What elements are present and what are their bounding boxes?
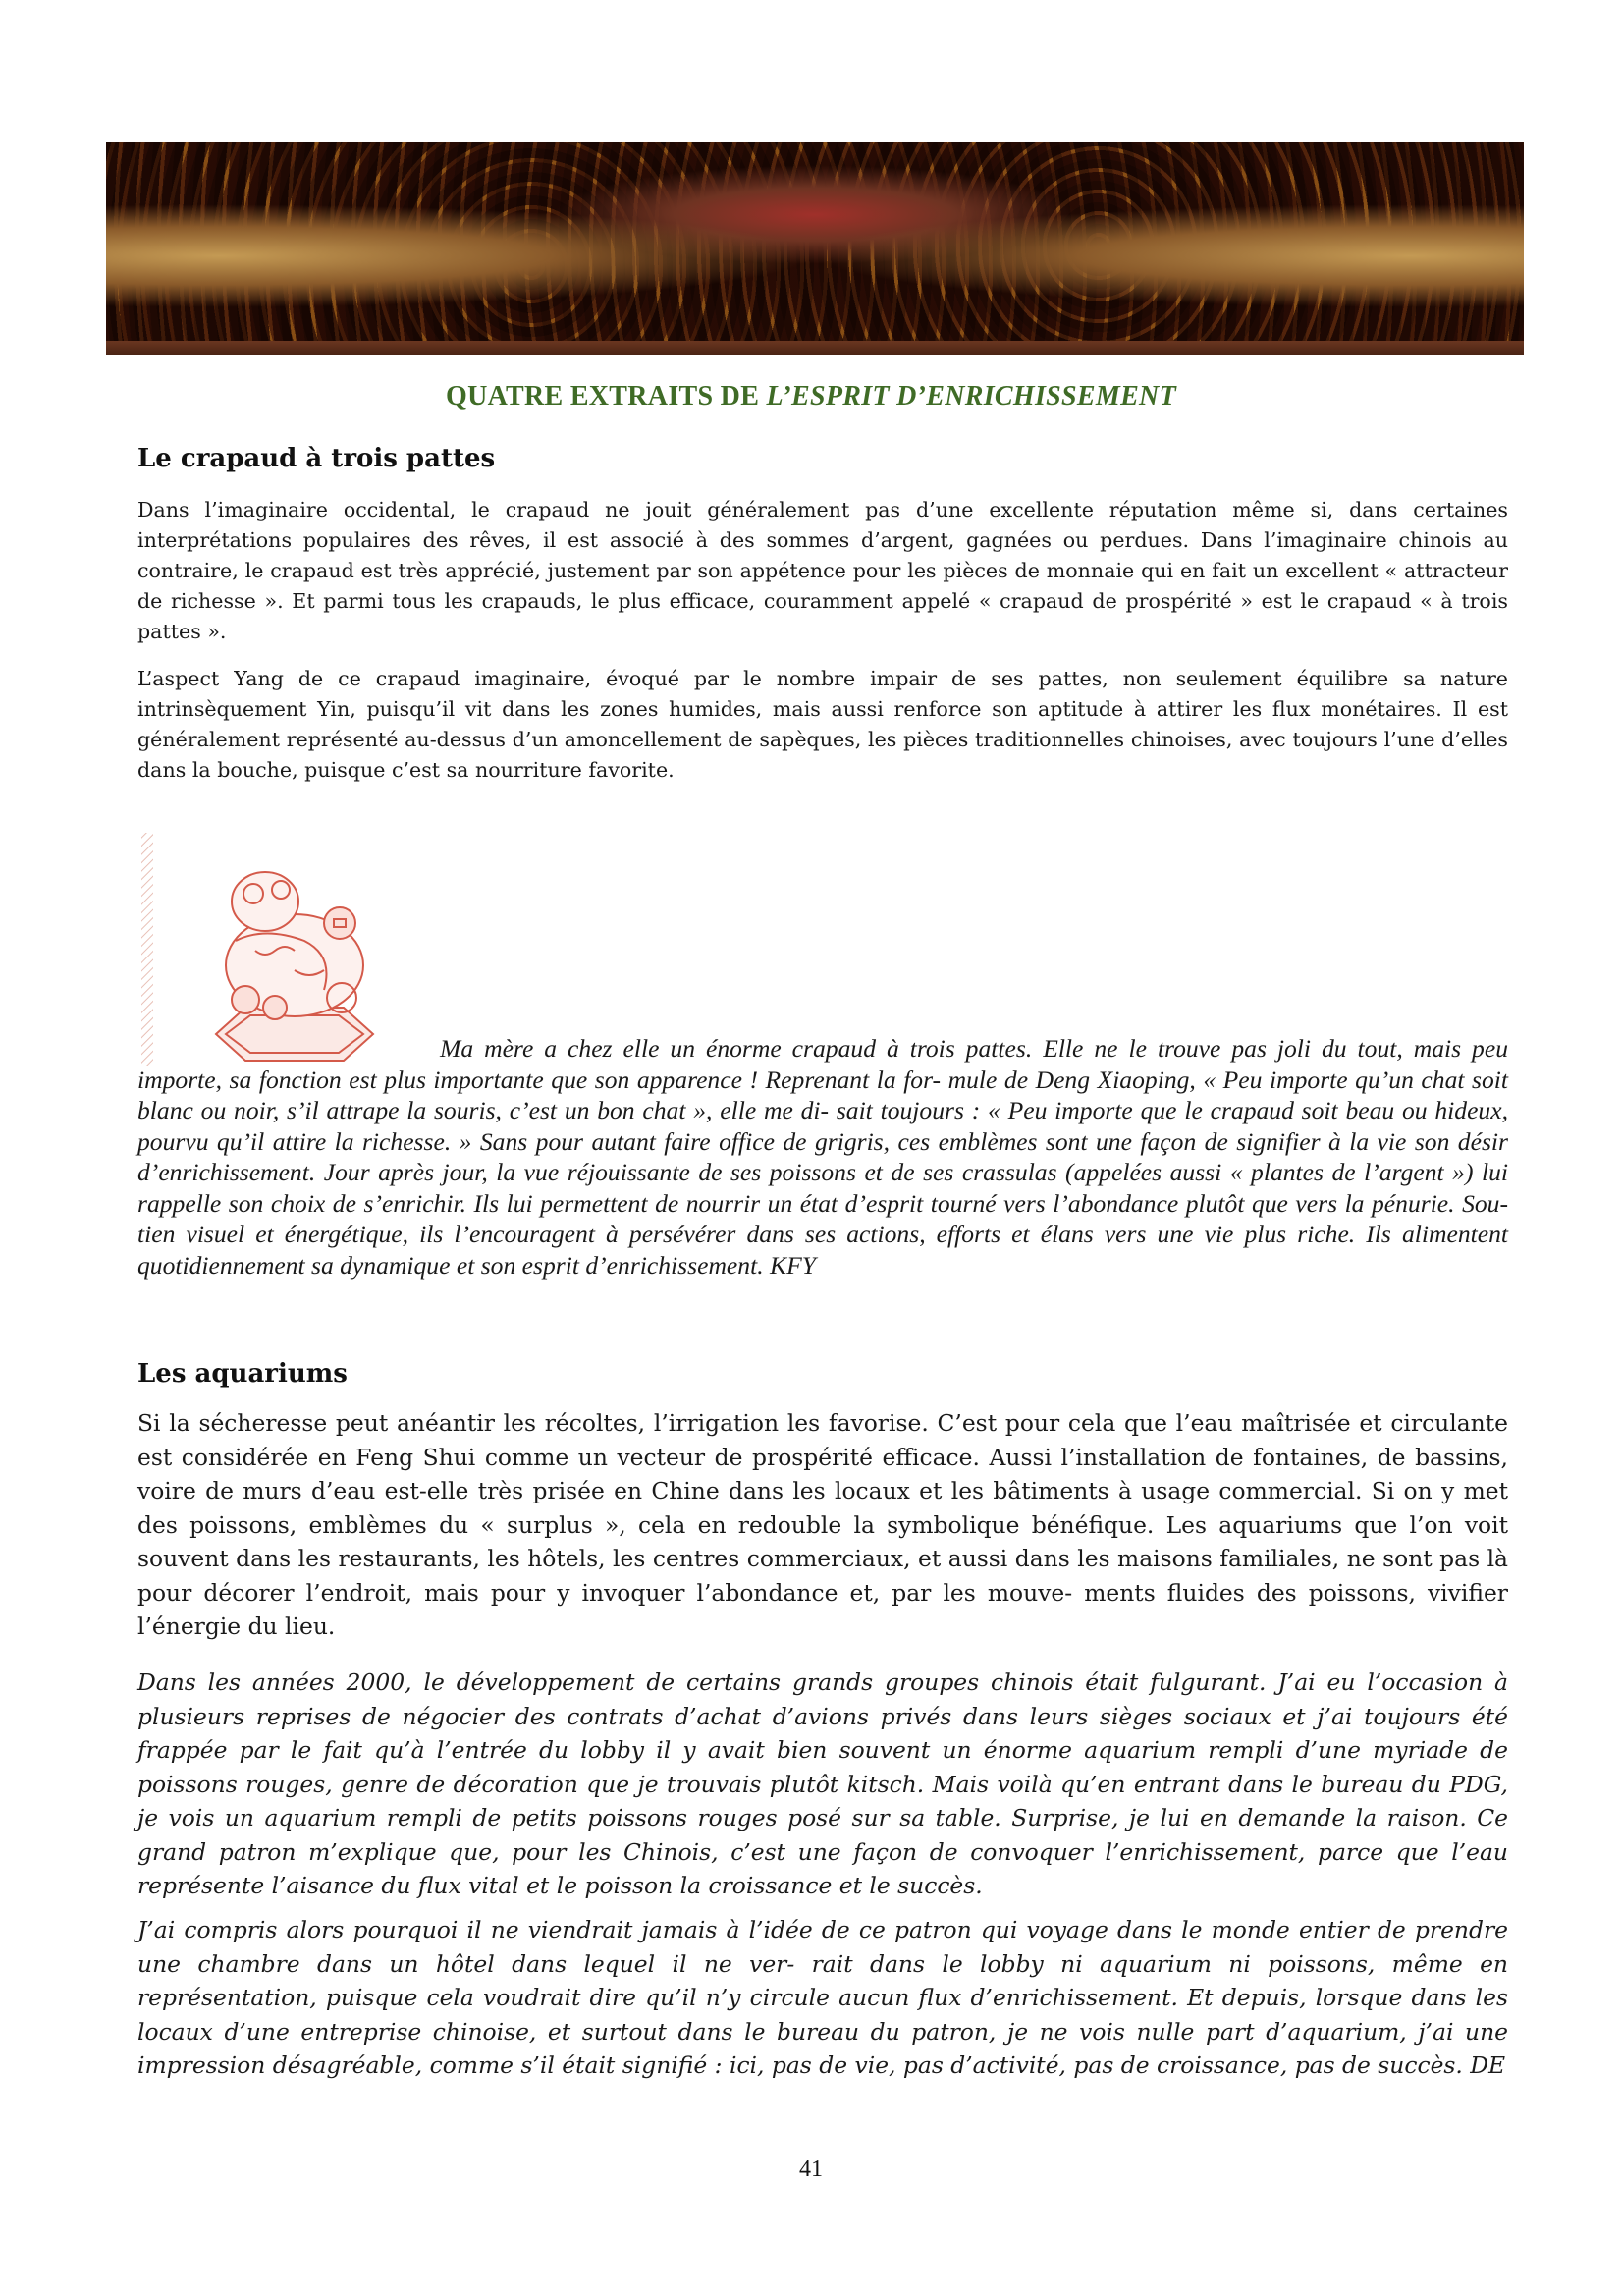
page-number: 41: [799, 2157, 823, 2182]
quote-kfy: Ma mère a chez elle un énorme crapaud à trois pattes. Elle ne le trouve pas joli du tout, mais peu importe, sa fonction est plus importante que son apparence ! Reprenant la for- mule de Deng Xiaoping, « Peu importe qu’un chat soit blanc ou noir, s’il attrape la souris, c’est un bon chat », elle me di- sait toujours : « Peu importe que le crapaud soit beau ou hideux, pourvu qu’il attire la richesse. » Sans pour autant faire office de grigris, ces emblèmes sont une façon de signifier à la vie son désir d’enrichissement. Jour après jour, la vue réjouissante de ses poissons et de ses crassulas (appelées aussi « plantes de l’argent ») lui rappelle son choix de s’enrichir. Ils lui permettent de nourrir un état d’esprit tourné vers l’abondance plutôt que vers la pénurie. Sou- tien visuel et énergétique, ils l’encouragent à persévérer dans ses actions, efforts et élans vers une vie plus riche. Ils alimentent quotidiennement sa dynamique et son esprit d’enrichissement. KFY: [137, 1034, 1508, 1280]
paragraph-aquariums: Si la sécheresse peut anéantir les récoltes, l’irrigation les favorise. C’est pour cela que l’eau maîtrisée et circulante est considérée en Feng Shui comme un vecteur de prospérité efficace. Aussi l’installation de fontaines, de bassins, voire de murs d’eau est-elle très prisée en Chine dans les locaux et les bâtiments à usage commercial. Si on y met des poissons, emblèmes du « surplus », cela en redouble la symbolique bénéfique. Les aquariums que l’on voit souvent dans les restaurants, les hôtels, les centres commerciaux, et aussi dans les maisons familiales, ne sont pas là pour décorer l’endroit, mais pour y invoquer l’abondance et, par les mouve- ments fluides des poissons, vivifier l’énergie du lieu.: [137, 1409, 1508, 1640]
paragraph-aquariums-italic-1: Dans les années 2000, le développement de certains grands groupes chinois était fulgurant. J’ai eu l’occasion à plusieurs reprises de négocier des contrats d’achat d’avions privés dans leurs sièges sociaux et j’ai toujours été frappée par le fait qu’à l’entrée du lobby il y avait bien souvent un énorme aquarium rempli d’une myriade de poissons rouges, genre de décoration que je trouvais plutôt kitsch. Mais voilà qu’en entrant dans le bureau du PDG, je vois un aquarium rempli de petits poissons rouges posé sur sa table. Surprise, je lui en demande la raison. Ce grand patron m’explique que, pour les Chinois, c’est une façon de convoquer l’enrichissement, parce que l’eau représente l’aisance du flux vital et le poisson la croissance et le succès.: [137, 1668, 1508, 1899]
section-title-aquariums: Les aquariums: [137, 1359, 348, 1389]
paragraph-crapaud-1: Dans l’imaginaire occidental, le crapaud ne jouit généralement pas d’une excellente réputation même si, dans certaines interprétations populaires des rêves, il est associé à des sommes d’argent, gagnées ou perdues. Dans l’imaginaire chinois au contraire, le crapaud est très apprécié, justement par son appétence pour les pièces de monnaie qui en fait un excellent « attracteur de richesse ». Et parmi tous les crapauds, le plus efficace, couramment appelé « crapaud de prospérité » est le crapaud « à trois pattes ».: [137, 498, 1508, 643]
paragraph-aquariums-italic-2: J’ai compris alors pourquoi il ne viendrait jamais à l’idée de ce patron qui voyage dans le monde entier de prendre une chambre dans un hôtel dans lequel il ne ver- rait dans le lobby ni aquarium ni poissons, même en représentation, puisque cela voudrait dire qu’il n’y circule aucun flux d’enrichissement. Et depuis, lorsque dans les locaux d’une entreprise chinoise, et surtout dans le bureau du patron, je ne vois nulle part d’aquarium, j’ai une impression désagréable, comme s’il était signifié : ici, pas de vie, pas d’activité, pas de croissance, pas de succès. DE: [137, 1916, 1508, 2079]
section-title-crapaud: Le crapaud à trois pattes: [137, 444, 496, 473]
page-heading: [0, 381, 1622, 412]
carved-wood-banner-image: [106, 142, 1524, 355]
heading-italic: L’ESPRIT D’ENRICHISSEMENT: [766, 381, 1176, 411]
paragraph-crapaud-2: L’aspect Yang de ce crapaud imaginaire, évoqué par le nombre impair de ses pattes, non seulement équilibre sa nature intrinsèquement Yin, puisqu’il vit dans les zones humides, mais aussi renforce son aptitude à attirer les flux monétaires. Il est généralement représenté au-dessus d’un amoncellement de sapèques, les pièces traditionnelles chinoises, avec toujours l’une d’elles dans la bouche, puisque c’est sa nourriture favorite.: [137, 667, 1508, 782]
three-legged-toad-illustration: [137, 833, 432, 1066]
heading-plain: QUATRE EXTRAITS DE: [446, 381, 767, 411]
